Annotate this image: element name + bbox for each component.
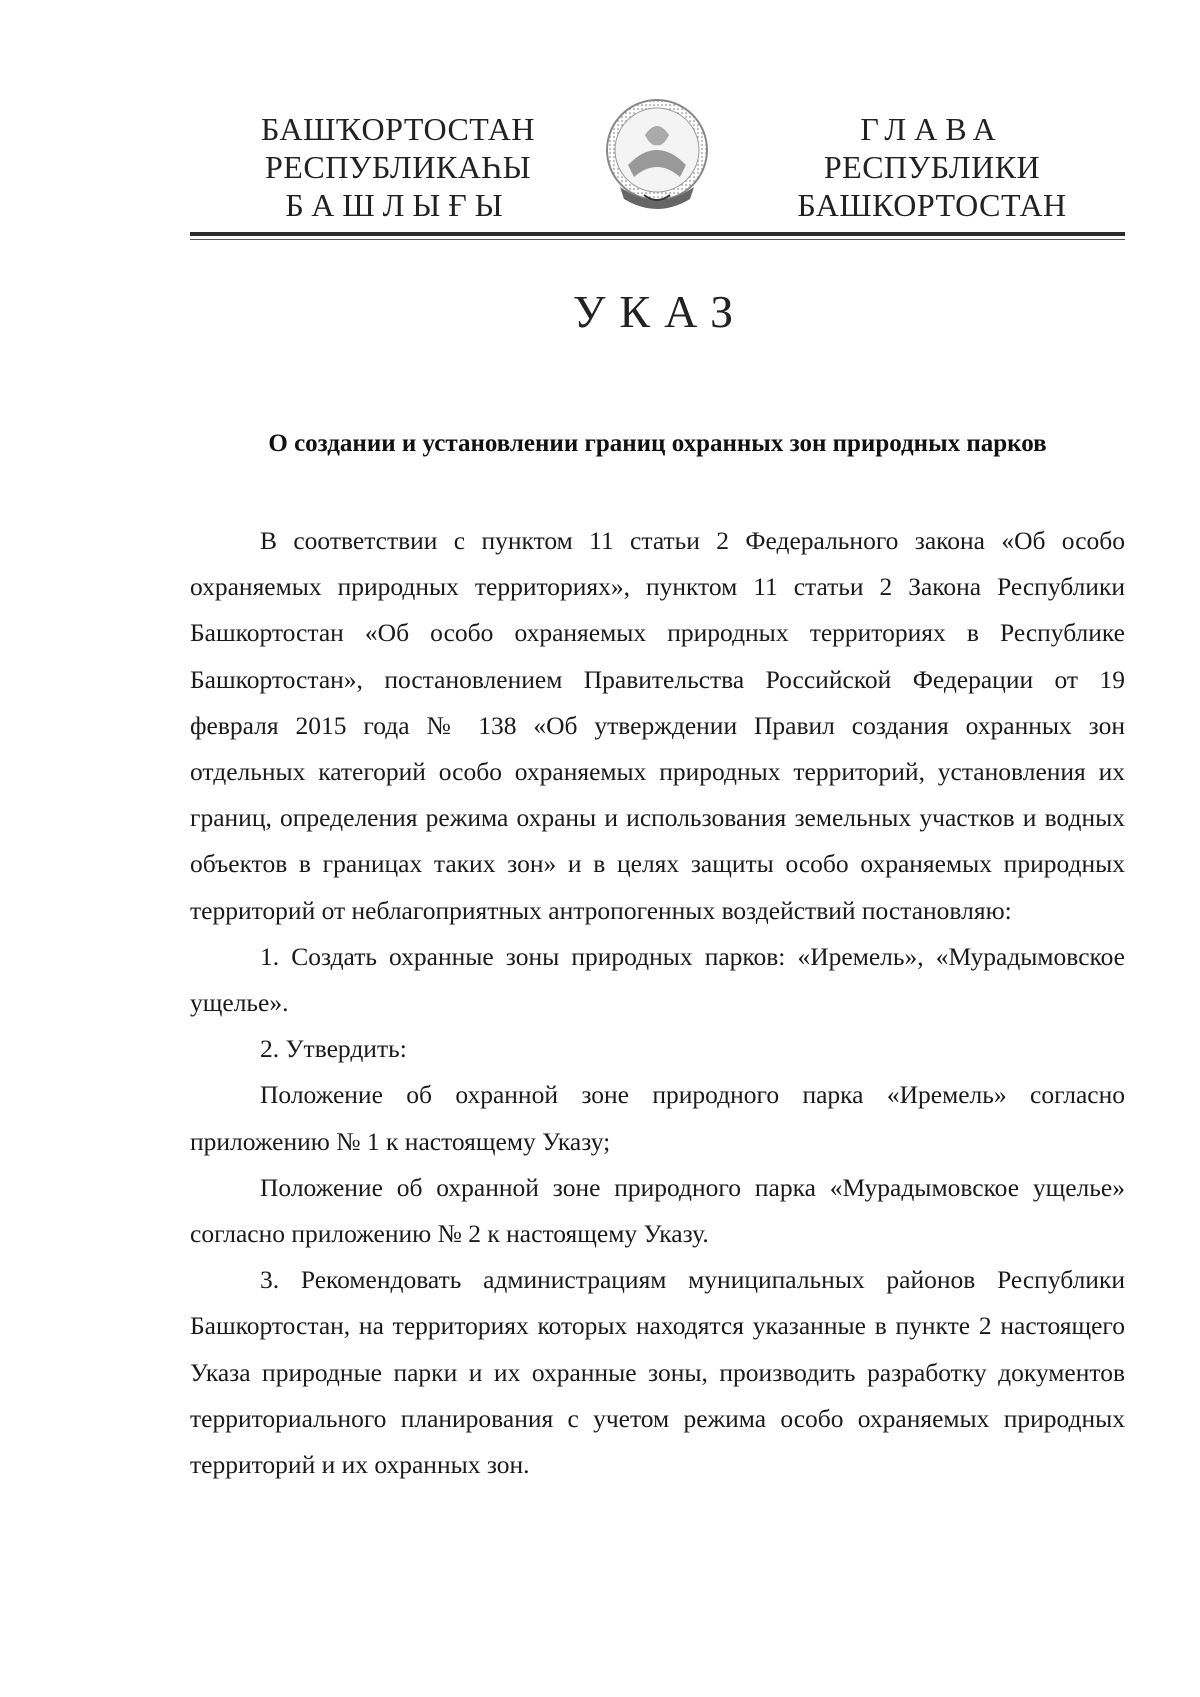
header-left-line-2: РЕСПУБЛИКАҺЫ <box>265 149 531 185</box>
body-paragraph-item-3: 3. Рекомендовать администрациям муниципальных районов Республики Башкортостан, на территориях которых находятся указанные в пункте 2 настоящего Указа природные парки и их охранные зоны, производить разработку документов территориального планирования с учетом режима особо охраняемых природных территорий и их охранных зон. <box>190 1265 1125 1480</box>
document-body <box>190 518 1125 1488</box>
document-subject: О создании и установлении границ охранных зон природных парков <box>268 430 1047 457</box>
header-right-russian <box>752 110 1112 224</box>
header-right-line-1: ГЛАВА <box>860 111 1004 147</box>
body-paragraph-item-1: 1. Создать охранные зоны природных парков: «Иремель», «Мурадымовское ущелье». <box>190 941 1125 1018</box>
header-right-line-2: РЕСПУБЛИКИ <box>823 149 1041 185</box>
body-paragraph-preamble: В соответствии с пунктом 11 статьи 2 Федерального закона «Об особо охраняемых природных территориях», пунктом 11 статьи 2 Закона Республики Башкортостан «Об особо охраняемых природных территориях в Республике Башкортостан», постановлением Правительства Российской Федерации от 19 февраля 2015 года № 138 «Об утверждении Правил создания охранных зон отдельных категорий особо охраняемых природных территорий, установления их границ, определения режима охраны и использования земельных участков и водных объектов в границах таких зон» и в целях защиты особо охраняемых природных территорий от неблагоприятных антропогенных воздействий постановляю: <box>190 526 1125 925</box>
document-type-title: УКАЗ <box>572 286 748 337</box>
body-paragraph-provision-2: Положение об охранной зоне природного парка «Мурадымовское ущелье» согласно приложению № 2 к настоящему Указу. <box>190 1172 1125 1249</box>
header-divider-thick <box>190 232 1125 236</box>
body-paragraph-item-2: 2. Утвердить: <box>260 1034 407 1064</box>
header-divider-thin <box>190 239 1125 240</box>
body-paragraph-provision-1: Положение об охранной зоне природного парка «Иремель» согласно приложению № 1 к настоящему Указу; <box>190 1080 1125 1156</box>
coat-of-arms-emblem-icon <box>600 95 715 215</box>
header-right-line-3: БАШКОРТОСТАН <box>797 187 1067 223</box>
header-left-bashkir <box>218 110 578 224</box>
header-left-line-1: БАШҠОРТОСТАН <box>261 111 535 147</box>
header-left-line-3: БАШЛЫҒЫ <box>285 187 511 223</box>
